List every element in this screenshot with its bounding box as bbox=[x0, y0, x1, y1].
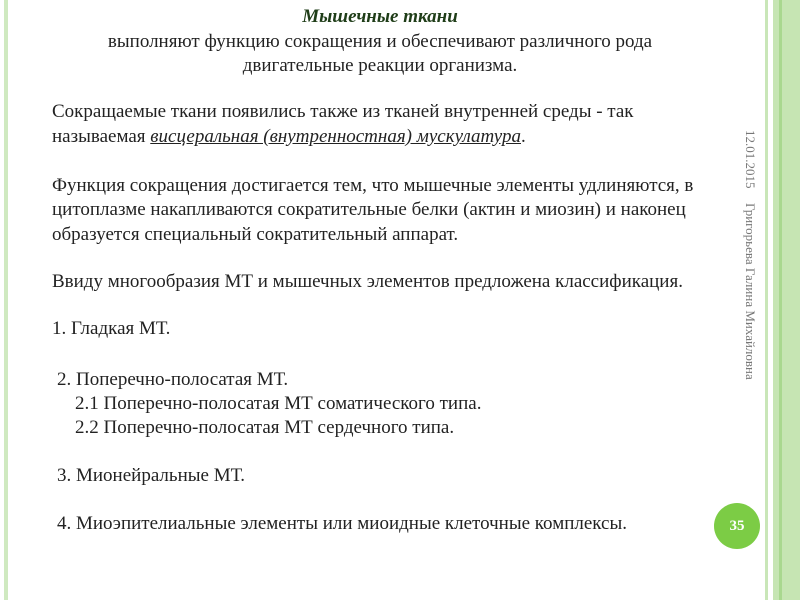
slide-number-badge: 35 bbox=[714, 503, 760, 549]
slide-title: Мышечные ткани bbox=[302, 6, 458, 27]
term-underlined: висцеральная (внутренностная) мускулатура bbox=[150, 126, 521, 147]
paragraph-line bbox=[52, 126, 526, 148]
paragraph-line: цитоплазме накапливаются сократительные белки (актин и миозин) и наконец bbox=[52, 199, 686, 220]
right-border-line bbox=[765, 0, 768, 600]
text: . bbox=[521, 126, 526, 147]
list-item: 2.2 Поперечно-полосатая МТ сердечного типа. bbox=[75, 417, 455, 438]
right-decor-band bbox=[773, 0, 800, 600]
list-item: 2.1 Поперечно-полосатая МТ соматического типа. bbox=[75, 393, 482, 414]
text: называемая bbox=[52, 126, 151, 147]
footer-date: 12.01.2015 bbox=[743, 130, 758, 189]
subtitle-line: двигательные реакции организма. bbox=[242, 55, 518, 76]
paragraph-line: Функция сокращения достигается тем, что мышечные элементы удлиняются, в bbox=[52, 175, 694, 196]
paragraph-line: Сокращаемые ткани появились также из тканей внутренней среды - так bbox=[52, 101, 634, 122]
list-item: 1. Гладкая МТ. bbox=[52, 318, 171, 339]
list-item: 2. Поперечно-полосатая МТ. bbox=[57, 369, 289, 390]
paragraph-line: Ввиду многообразия МТ и мышечных элементов предложена классификация. bbox=[52, 271, 683, 292]
list-item: 3. Мионейральные МТ. bbox=[57, 465, 246, 486]
paragraph-line: образуется специальный сократительный аппарат. bbox=[52, 224, 459, 245]
footer-vertical bbox=[742, 130, 758, 393]
right-decor-line bbox=[779, 0, 782, 600]
subtitle-line: выполняют функцию сокращения и обеспечивают различного рода bbox=[107, 31, 653, 52]
list-item: 4. Миоэпителиальные элементы или миоидные клеточные комплексы. bbox=[57, 513, 628, 534]
footer-author: Григорьева Галина Михайловна bbox=[743, 202, 758, 380]
left-border bbox=[4, 0, 8, 600]
